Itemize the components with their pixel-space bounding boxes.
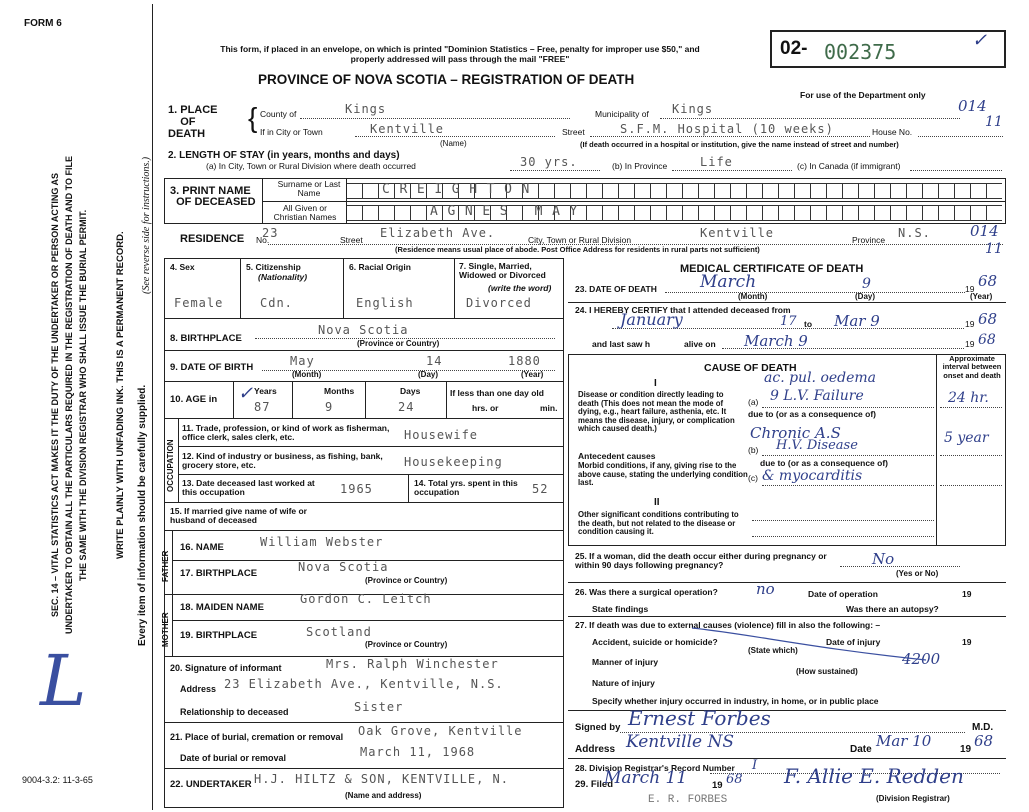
residence-street: Elizabeth Ave. xyxy=(380,226,496,240)
residence-city: Kentville xyxy=(700,226,775,240)
cause-a-value-1: ac. pul. oedema xyxy=(764,370,877,386)
last-seen-year: 68 xyxy=(978,332,996,348)
county-label: County of xyxy=(260,109,297,119)
surname-letter: R xyxy=(399,182,417,197)
death-day: 9 xyxy=(862,276,871,292)
municipality-label: Municipality of xyxy=(595,109,649,119)
registration-prefix: 02- xyxy=(780,38,808,59)
given-letter: N xyxy=(464,204,483,219)
yes-no-caption: (Yes or No) xyxy=(896,569,939,578)
q17-caption: (Province or Country) xyxy=(365,576,448,585)
min-label: min. xyxy=(540,403,558,413)
burial-date-label: Date of burial or removal xyxy=(180,753,287,763)
q21-label: 21. Place of burial, cremation or removal xyxy=(170,732,344,742)
q17-label: 17. BIRTHPLACE xyxy=(180,568,258,579)
injury-year: 19 xyxy=(962,637,972,647)
dob-label: 9. DATE OF BIRTH xyxy=(170,362,254,373)
given-letter: M xyxy=(534,204,553,219)
signed-label: Signed by xyxy=(575,722,621,733)
birthplace-value: Nova Scotia xyxy=(318,323,409,337)
dob-month-cap: (Month) xyxy=(292,370,322,379)
cause-b-value-1: Chronic A.S xyxy=(750,424,841,442)
municipality-value: Kings xyxy=(672,102,714,116)
last-seen-value: March 9 xyxy=(744,332,808,350)
q22-value: H.J. HILTZ & SON, KENTVILLE, N. xyxy=(254,772,509,786)
given-letter: E xyxy=(482,204,500,219)
hrs-label: hrs. or xyxy=(472,403,499,413)
registrar-caption: (Division Registrar) xyxy=(876,794,950,803)
department-use-label: For use of the Department only xyxy=(800,90,926,100)
margin-mark: L xyxy=(40,640,87,722)
findings-label: State findings xyxy=(592,604,649,614)
given-value xyxy=(430,204,587,219)
statute-text: SEC. 14 – VITAL STATISTICS ACT MAKES IT THE DUTY OF THE UNDERTAKER OR PERSON ACTING AS UNDERTAKER TO OBTAIN ALL THE PARTICULARS REQUIRED IN THE REGISTRATION OF DEATH AND TO FILE THE SAME WITH THE DIVISION REGISTRAR WHO SHALL ISSUE THE BURIAL PERMIT. xyxy=(50,156,88,634)
city-value: Kentville xyxy=(370,122,445,136)
form-number: FORM 6 xyxy=(24,18,62,29)
op-date-label: Date of operation xyxy=(808,589,878,599)
occupation-side-label: OCCUPATION xyxy=(166,439,175,492)
sex-label: 4. Sex xyxy=(170,262,195,272)
attended-from: January xyxy=(620,310,683,329)
dob-day: 14 xyxy=(426,354,443,368)
citizenship-value: Cdn. xyxy=(260,296,293,310)
death-day-cap: (Day) xyxy=(855,292,876,301)
city-label: If in City or Town xyxy=(260,127,323,137)
surname-letter: T xyxy=(486,182,505,197)
given-letter: G xyxy=(447,204,465,219)
q12-label: 12. Kind of industry or business, as fishing, bank, grocery store, etc. xyxy=(182,451,383,471)
department-code-4: 11 xyxy=(985,241,1003,257)
op-year: 19 xyxy=(962,589,972,599)
marital-sub: (write the word) xyxy=(488,283,552,293)
interval-title: Approximate interval between onset and death xyxy=(942,354,1002,380)
cause-b-label: (b) xyxy=(748,445,759,455)
marital-label: 7. Single, Married, Widowed or Divorced xyxy=(459,261,546,281)
age-days: 24 xyxy=(398,400,415,414)
marital-value: Divorced xyxy=(466,296,532,310)
md-label: M.D. xyxy=(972,722,994,733)
department-code-1: 014 xyxy=(958,97,987,115)
q14-label: 14. Total yrs. spent in this occupation xyxy=(414,478,518,498)
manner-label: Manner of injury xyxy=(592,657,659,667)
stamp-text: E. R. FORBES xyxy=(648,794,728,806)
residence-no: 23 xyxy=(262,226,279,240)
q27-label: 27. If death was due to external causes (violence) fill in also the following: – xyxy=(575,620,881,630)
stay-a-label: (a) In City, Town or Rural Division where death occurred xyxy=(206,161,416,171)
last-seen-yr-prefix: 19 xyxy=(965,339,975,349)
cause-c-value: & myocarditis xyxy=(762,468,863,484)
dob-year-cap: (Year) xyxy=(521,370,544,379)
permanent-record-text: WRITE PLAINLY WITH UNFADING INK. THIS IS A PERMANENT RECORD. xyxy=(115,231,126,559)
informant-address: 23 Elizabeth Ave., Kentville, N.S. xyxy=(224,677,504,691)
stay-b-value: Life xyxy=(700,155,733,169)
q16-label: 16. NAME xyxy=(180,542,224,553)
hospital-note: (If death occurred in a hospital or institution, give the name instead of street and number) xyxy=(580,140,899,149)
residence-province-label: Province xyxy=(852,235,886,245)
instructions-note: (See reverse side for instructions.) xyxy=(141,156,152,294)
other-conditions-label: Other significant conditions contributing to the death, but not related to the disease or condition causing it. xyxy=(578,510,739,537)
death-month-cap: (Month) xyxy=(738,292,768,301)
specify-label: Specify whether injury occurred in industry, in home, or in public place xyxy=(592,696,879,706)
age-months-label: Months xyxy=(324,386,355,396)
form-title: PROVINCE OF NOVA SCOTIA – REGISTRATION OF DEATH xyxy=(258,72,635,87)
death-year-prefix: 19 xyxy=(965,284,975,294)
q24-label: 24. I HEREBY CERTIFY that I attended deceased from xyxy=(575,305,791,315)
department-code-2: 11 xyxy=(985,114,1003,130)
surname-letter: O xyxy=(504,182,522,197)
dob-day-cap: (Day) xyxy=(418,370,439,379)
street-label: Street xyxy=(562,127,585,137)
age-years-label: Years xyxy=(254,386,277,396)
q13-label: 13. Date deceased last worked at this occupation xyxy=(182,478,315,498)
roman-i: I xyxy=(654,378,657,389)
q11-value: Housewife xyxy=(404,428,479,442)
dob-month: May xyxy=(290,354,315,368)
cause-c-label: (c) xyxy=(748,473,758,483)
death-year: 68 xyxy=(978,272,998,290)
antecedent-label: Antecedent causes xyxy=(578,451,656,461)
given-letter: Y xyxy=(569,204,587,219)
q26-value: no xyxy=(756,580,775,598)
surname-letter: I xyxy=(434,182,452,197)
signed-address: Kentville NS xyxy=(626,732,734,752)
given-letter xyxy=(517,204,534,219)
disease-label: Disease or condition directly leading to death (This does not mean the mode of dying, e.g., heart failure, asthenia, etc. It means the disease, injury, or complication which caused death.) xyxy=(578,390,735,434)
racial-origin-label: 6. Racial Origin xyxy=(349,262,411,272)
filed-year: 68 xyxy=(726,772,743,787)
attended-to-label: to xyxy=(804,319,813,329)
signed-value: Ernest Forbes xyxy=(628,706,771,730)
attended-to: Mar 9 xyxy=(834,312,880,330)
q13-value: 1965 xyxy=(340,482,373,496)
stay-a-value: 30 yrs. xyxy=(520,155,578,169)
father-side-label: FATHER xyxy=(161,550,170,582)
given-letter: A xyxy=(552,204,570,219)
manner-value: 4200 xyxy=(902,650,941,668)
given-letter: S xyxy=(499,204,518,219)
registration-number: 002375 xyxy=(824,40,897,64)
q29-label: 29. Filed xyxy=(575,779,614,790)
street-value: S.F.M. Hospital (10 weeks) xyxy=(620,122,834,136)
due-to-label-1: due to (or as a consequence of) xyxy=(748,409,876,419)
state-which: (State which) xyxy=(748,646,798,655)
filed-year-prefix: 19 xyxy=(712,780,723,791)
q21-value: Oak Grove, Kentville xyxy=(358,724,523,738)
racial-origin-value: English xyxy=(356,296,414,310)
burial-date-value: March 11, 1968 xyxy=(360,745,476,759)
accident-label: Accident, suicide or homicide? xyxy=(592,637,718,647)
surname-letter: G xyxy=(451,182,470,197)
q11-label: 11. Trade, profession, or kind of work as fisherman, office clerk, sales clerk, etc. xyxy=(182,423,390,443)
residence-no-label: No. xyxy=(256,235,270,245)
residence-note: (Residence means usual place of abode. Post Office Address for residents in rural parts not sufficient) xyxy=(395,245,760,254)
q23-label: 23. DATE OF DEATH xyxy=(575,284,657,294)
injury-date-label: Date of injury xyxy=(826,637,881,647)
cause-title: CAUSE OF DEATH xyxy=(704,362,797,374)
antecedent-text: Morbid conditions, if any, giving rise to the above cause, stating the underlying condition last. xyxy=(578,461,748,488)
q20-label: 20. Signature of informant xyxy=(170,663,282,673)
cause-a-label: (a) xyxy=(748,397,759,407)
surname-letter: N xyxy=(521,182,539,197)
nature-label: Nature of injury xyxy=(592,678,655,688)
q19-caption: (Province or Country) xyxy=(365,640,448,649)
signed-address-label: Address xyxy=(575,744,616,755)
stay-c-label: (c) In Canada (if immigrant) xyxy=(797,161,901,171)
citizenship-sub: (Nationality) xyxy=(258,272,308,282)
age-months: 9 xyxy=(325,400,334,414)
death-month: March xyxy=(700,272,757,292)
q22-label: 22. UNDERTAKER xyxy=(170,779,252,790)
surname-letter: H xyxy=(469,182,487,197)
county-value: Kings xyxy=(345,102,387,116)
check-mark: ✓ xyxy=(972,30,988,51)
autopsy-label: Was there an autopsy? xyxy=(846,604,939,614)
print-name-label: 3. PRINT NAME OF DECEASED xyxy=(170,185,256,208)
printer-code: 9004-3.2: 11-3-65 xyxy=(22,775,93,785)
every-item-note: Every item of information should be carefully supplied. xyxy=(137,384,148,646)
sex-value: Female xyxy=(174,296,224,310)
less-day-label: If less than one day old xyxy=(450,388,544,398)
signed-year: 68 xyxy=(974,732,994,750)
cause-a-interval: 24 hr. xyxy=(948,390,989,406)
signed-year-prefix: 19 xyxy=(960,744,972,755)
q17-value: Nova Scotia xyxy=(298,560,389,574)
q28-value: I xyxy=(752,758,758,773)
death-year-cap: (Year) xyxy=(970,292,993,301)
signed-date-label: Date xyxy=(850,744,872,755)
birthplace-caption: (Province or Country) xyxy=(357,339,440,348)
age-days-label: Days xyxy=(400,386,421,396)
stay-b-label: (b) In Province xyxy=(612,161,668,171)
registrar-signature: F. Allie E. Redden xyxy=(784,764,964,788)
q16-value: William Webster xyxy=(260,535,384,549)
residence-province: N.S. xyxy=(898,226,931,240)
q19-label: 19. BIRTHPLACE xyxy=(180,630,258,641)
attended-year: 68 xyxy=(978,310,998,328)
mail-notice: This form, if placed in an envelope, on which is printed "Dominion Statistics – Free, penalty for improper use $50," and properly addressed will pass through the mail "FREE" xyxy=(220,44,700,65)
age-label: 10. AGE in xyxy=(170,394,218,405)
dob-year: 1880 xyxy=(508,354,541,368)
relationship-label: Relationship to deceased xyxy=(180,707,289,717)
q28-label: 28. Division Registrar's Record Number xyxy=(575,763,735,773)
given-letter: A xyxy=(430,204,448,219)
q14-value: 52 xyxy=(532,482,549,496)
cause-b-value-2: H.V. Disease xyxy=(776,438,858,453)
filed-value: March 11 xyxy=(604,768,688,788)
q18-label: 18. MAIDEN NAME xyxy=(180,602,264,613)
q22-caption: (Name and address) xyxy=(345,791,422,800)
residence-city-label: City, Town or Rural Division xyxy=(528,235,632,245)
last-seen-label: and last saw h xyxy=(592,339,651,349)
cause-a-value-2: 9 L.V. Failure xyxy=(770,388,864,404)
roman-ii: II xyxy=(654,497,660,508)
medical-title: MEDICAL CERTIFICATE OF DEATH xyxy=(680,263,864,275)
attended-yr-prefix: 19 xyxy=(965,319,975,329)
surname-letter: E xyxy=(416,182,435,197)
surname-label: Surname or Last Name xyxy=(277,179,341,199)
house-label: House No. xyxy=(872,127,913,137)
citizenship-label: 5. Citizenship xyxy=(246,262,301,272)
age-check: ✓ xyxy=(238,383,254,404)
residence-label: RESIDENCE xyxy=(180,233,245,245)
relationship-value: Sister xyxy=(354,700,404,714)
department-code-3: 014 xyxy=(970,222,999,240)
how-sustained: (How sustained) xyxy=(796,667,858,676)
q25-value: No xyxy=(872,550,895,568)
q26-label: 26. Was there a surgical operation? xyxy=(575,587,718,597)
q15-label: 15. If married give name of wife or husband of deceased xyxy=(170,506,307,526)
q25-label: 25. If a woman, did the death occur either during pregnancy or within 90 days following pregnancy? xyxy=(575,551,827,571)
attended-from-day: 17 xyxy=(780,314,797,329)
cause-b-interval: 5 year xyxy=(944,430,989,446)
surname-value xyxy=(382,182,539,197)
age-years: 87 xyxy=(254,400,271,414)
birthplace-label: 8. BIRTHPLACE xyxy=(170,333,242,344)
stay-label: 2. LENGTH OF STAY (in years, months and days) xyxy=(168,150,400,161)
q20-value: Mrs. Ralph Winchester xyxy=(326,657,499,671)
place-label: 1. PLACE OF DEATH xyxy=(168,104,218,140)
q19-value: Scotland xyxy=(306,625,372,639)
q18-value: Gordon C. Leitch xyxy=(300,592,432,606)
informant-address-label: Address xyxy=(180,684,217,694)
given-label: All Given or Christian Names xyxy=(273,203,337,223)
signed-date: Mar 10 xyxy=(876,732,932,750)
residence-street-label: Street xyxy=(340,235,363,245)
mother-side-label: MOTHER xyxy=(161,612,170,647)
surname-letter: C xyxy=(382,182,400,197)
q12-value: Housekeeping xyxy=(404,455,503,469)
strike-through-line xyxy=(690,624,930,664)
alive-on-label: alive on xyxy=(684,339,716,349)
due-to-label-2: due to (or as a consequence of) xyxy=(760,458,888,468)
name-caption: (Name) xyxy=(440,139,467,148)
